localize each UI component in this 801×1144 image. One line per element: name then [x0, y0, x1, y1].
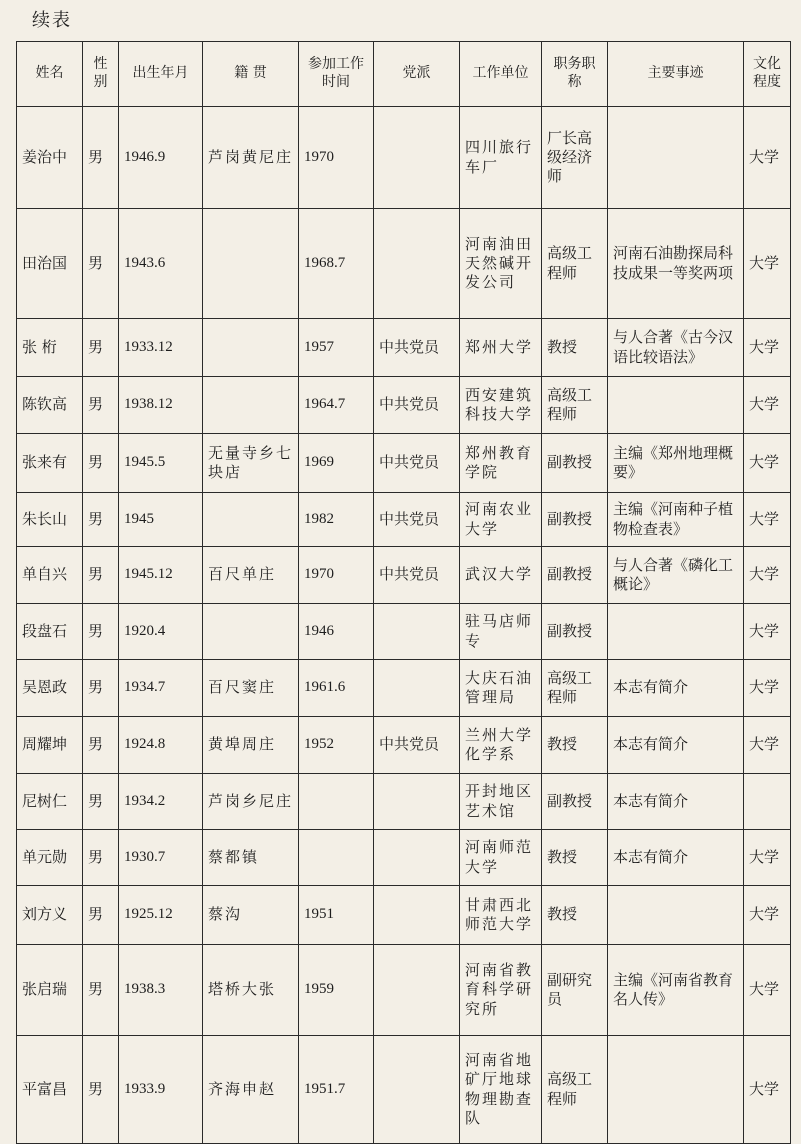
cell-achievements: 本志有简介 [608, 660, 744, 717]
cell-title: 副教授 [542, 493, 608, 547]
cell-name: 陈钦高 [17, 377, 83, 434]
cell-title: 高级工程师 [542, 660, 608, 717]
cell-name: 姜治中 [17, 107, 83, 209]
cell-name: 吴恩政 [17, 660, 83, 717]
cell-native: 百尺单庄 [203, 547, 299, 604]
cell-employer: 甘肃西北师范大学 [460, 886, 542, 945]
cell-party [374, 604, 460, 660]
cell-work-start: 1961.6 [299, 660, 374, 717]
cell-work-start [299, 774, 374, 830]
header-birth: 出生年月 [119, 42, 203, 107]
cell-achievements: 与人合著《古今汉语比较语法》 [608, 319, 744, 377]
cell-name: 朱长山 [17, 493, 83, 547]
cell-work-start: 1952 [299, 717, 374, 774]
cell-native: 蔡沟 [203, 886, 299, 945]
cell-achievements: 主编《河南省教育名人传》 [608, 945, 744, 1036]
cell-employer: 河南油田天然碱开发公司 [460, 209, 542, 319]
cell-title: 教授 [542, 319, 608, 377]
cell-sex: 男 [83, 830, 119, 886]
cell-birth: 1933.9 [119, 1036, 203, 1144]
header-achievements: 主要事迹 [608, 42, 744, 107]
cell-native [203, 377, 299, 434]
table-row [17, 660, 791, 717]
cell-party [374, 945, 460, 1036]
cell-party [374, 107, 460, 209]
cell-birth: 1933.12 [119, 319, 203, 377]
cell-party: 中共党员 [374, 377, 460, 434]
cell-education: 大学 [744, 604, 791, 660]
cell-name: 段盘石 [17, 604, 83, 660]
cell-party [374, 886, 460, 945]
cell-title: 高级工程师 [542, 377, 608, 434]
cell-employer: 河南农业大学 [460, 493, 542, 547]
records-table [16, 41, 791, 1144]
cell-title: 教授 [542, 717, 608, 774]
cell-birth: 1924.8 [119, 717, 203, 774]
cell-native: 塔桥大张 [203, 945, 299, 1036]
cell-education: 大学 [744, 945, 791, 1036]
cell-party [374, 660, 460, 717]
cell-native: 百尺窦庄 [203, 660, 299, 717]
table-row [17, 945, 791, 1036]
cell-title: 副教授 [542, 434, 608, 493]
cell-work-start: 1946 [299, 604, 374, 660]
table-row [17, 886, 791, 945]
cell-sex: 男 [83, 319, 119, 377]
cell-birth: 1938.3 [119, 945, 203, 1036]
cell-work-start: 1970 [299, 547, 374, 604]
cell-native [203, 209, 299, 319]
header-row [17, 42, 791, 107]
cell-employer: 开封地区艺术馆 [460, 774, 542, 830]
cell-education: 大学 [744, 107, 791, 209]
cell-education: 大学 [744, 660, 791, 717]
cell-party: 中共党员 [374, 717, 460, 774]
cell-birth: 1920.4 [119, 604, 203, 660]
cell-birth: 1945.12 [119, 547, 203, 604]
cell-name: 周耀坤 [17, 717, 83, 774]
cell-sex: 男 [83, 945, 119, 1036]
cell-name: 张启瑞 [17, 945, 83, 1036]
header-education: 文化程度 [744, 42, 791, 107]
cell-employer: 河南省教育科学研究所 [460, 945, 542, 1036]
cell-birth: 1945 [119, 493, 203, 547]
cell-sex: 男 [83, 604, 119, 660]
cell-birth: 1945.5 [119, 434, 203, 493]
cell-work-start [299, 830, 374, 886]
cell-party [374, 830, 460, 886]
table-row [17, 493, 791, 547]
cell-sex: 男 [83, 209, 119, 319]
cell-name: 刘方义 [17, 886, 83, 945]
cell-name: 平富昌 [17, 1036, 83, 1144]
cell-achievements [608, 604, 744, 660]
cell-name: 张 桁 [17, 319, 83, 377]
table-row [17, 717, 791, 774]
cell-education: 大学 [744, 377, 791, 434]
cell-birth: 1938.12 [119, 377, 203, 434]
table-row [17, 547, 791, 604]
cell-education: 大学 [744, 209, 791, 319]
cell-education: 大学 [744, 717, 791, 774]
cell-education: 大学 [744, 1036, 791, 1144]
cell-sex: 男 [83, 493, 119, 547]
table-row [17, 377, 791, 434]
cell-employer: 西安建筑科技大学 [460, 377, 542, 434]
table-row [17, 209, 791, 319]
cell-employer: 驻马店师专 [460, 604, 542, 660]
cell-education [744, 774, 791, 830]
cell-native: 蔡都镇 [203, 830, 299, 886]
cell-education: 大学 [744, 830, 791, 886]
cell-title: 教授 [542, 830, 608, 886]
cell-employer: 四川旅行车厂 [460, 107, 542, 209]
cell-employer: 大庆石油管理局 [460, 660, 542, 717]
cell-sex: 男 [83, 547, 119, 604]
table-row [17, 830, 791, 886]
cell-sex: 男 [83, 886, 119, 945]
cell-native [203, 604, 299, 660]
cell-title: 厂长高级经济师 [542, 107, 608, 209]
cell-party [374, 209, 460, 319]
cell-party: 中共党员 [374, 547, 460, 604]
cell-sex: 男 [83, 434, 119, 493]
cell-work-start: 1957 [299, 319, 374, 377]
cell-sex: 男 [83, 107, 119, 209]
cell-title: 高级工程师 [542, 1036, 608, 1144]
table-row [17, 604, 791, 660]
table-body [17, 107, 791, 1144]
cell-employer: 武汉大学 [460, 547, 542, 604]
page-heading: 续表 [32, 10, 72, 31]
cell-education: 大学 [744, 547, 791, 604]
cell-education: 大学 [744, 319, 791, 377]
cell-employer: 郑州教育学院 [460, 434, 542, 493]
cell-sex: 男 [83, 774, 119, 830]
cell-work-start: 1970 [299, 107, 374, 209]
cell-work-start: 1968.7 [299, 209, 374, 319]
cell-achievements: 本志有简介 [608, 830, 744, 886]
cell-party: 中共党员 [374, 493, 460, 547]
cell-achievements: 本志有简介 [608, 774, 744, 830]
cell-achievements [608, 377, 744, 434]
cell-birth: 1934.2 [119, 774, 203, 830]
cell-name: 单自兴 [17, 547, 83, 604]
cell-title: 副教授 [542, 604, 608, 660]
cell-education: 大学 [744, 886, 791, 945]
cell-employer: 河南师范大学 [460, 830, 542, 886]
cell-achievements: 本志有简介 [608, 717, 744, 774]
cell-name: 尼树仁 [17, 774, 83, 830]
cell-title: 副教授 [542, 774, 608, 830]
cell-title: 副教授 [542, 547, 608, 604]
cell-employer: 兰州大学化学系 [460, 717, 542, 774]
cell-work-start: 1964.7 [299, 377, 374, 434]
cell-name: 张来有 [17, 434, 83, 493]
cell-employer: 郑州大学 [460, 319, 542, 377]
cell-sex: 男 [83, 1036, 119, 1144]
table-row [17, 1036, 791, 1144]
cell-achievements [608, 107, 744, 209]
cell-work-start: 1959 [299, 945, 374, 1036]
cell-name: 单元勋 [17, 830, 83, 886]
cell-party [374, 1036, 460, 1144]
cell-title: 教授 [542, 886, 608, 945]
cell-work-start: 1951 [299, 886, 374, 945]
header-work-start: 参加工作时间 [299, 42, 374, 107]
cell-name: 田治国 [17, 209, 83, 319]
cell-work-start: 1951.7 [299, 1036, 374, 1144]
cell-achievements: 河南石油勘探局科技成果一等奖两项 [608, 209, 744, 319]
cell-birth: 1930.7 [119, 830, 203, 886]
cell-party: 中共党员 [374, 434, 460, 493]
cell-achievements: 主编《郑州地理概要》 [608, 434, 744, 493]
cell-birth: 1946.9 [119, 107, 203, 209]
cell-work-start: 1969 [299, 434, 374, 493]
cell-work-start: 1982 [299, 493, 374, 547]
header-sex: 性别 [83, 42, 119, 107]
cell-birth: 1925.12 [119, 886, 203, 945]
cell-native: 芦岗乡尼庄 [203, 774, 299, 830]
cell-native [203, 493, 299, 547]
header-employer: 工作单位 [460, 42, 542, 107]
cell-title: 高级工程师 [542, 209, 608, 319]
cell-birth: 1934.7 [119, 660, 203, 717]
cell-native: 黄埠周庄 [203, 717, 299, 774]
cell-achievements [608, 1036, 744, 1144]
cell-party [374, 774, 460, 830]
table-row [17, 774, 791, 830]
header-title: 职务职称 [542, 42, 608, 107]
cell-sex: 男 [83, 717, 119, 774]
cell-native: 芦岗黄尼庄 [203, 107, 299, 209]
table-row [17, 319, 791, 377]
cell-birth: 1943.6 [119, 209, 203, 319]
cell-achievements: 与人合著《磷化工概论》 [608, 547, 744, 604]
cell-education: 大学 [744, 434, 791, 493]
cell-title: 副研究员 [542, 945, 608, 1036]
header-party: 党派 [374, 42, 460, 107]
cell-native [203, 319, 299, 377]
cell-party: 中共党员 [374, 319, 460, 377]
cell-achievements [608, 886, 744, 945]
header-name: 姓名 [17, 42, 83, 107]
table-row [17, 434, 791, 493]
cell-native: 无量寺乡七块店 [203, 434, 299, 493]
cell-employer: 河南省地矿厅地球物理勘查队 [460, 1036, 542, 1144]
cell-achievements: 主编《河南种子植物检查表》 [608, 493, 744, 547]
cell-sex: 男 [83, 660, 119, 717]
header-native: 籍 贯 [203, 42, 299, 107]
cell-sex: 男 [83, 377, 119, 434]
table-row [17, 107, 791, 209]
cell-native: 齐海申赵 [203, 1036, 299, 1144]
cell-education: 大学 [744, 493, 791, 547]
